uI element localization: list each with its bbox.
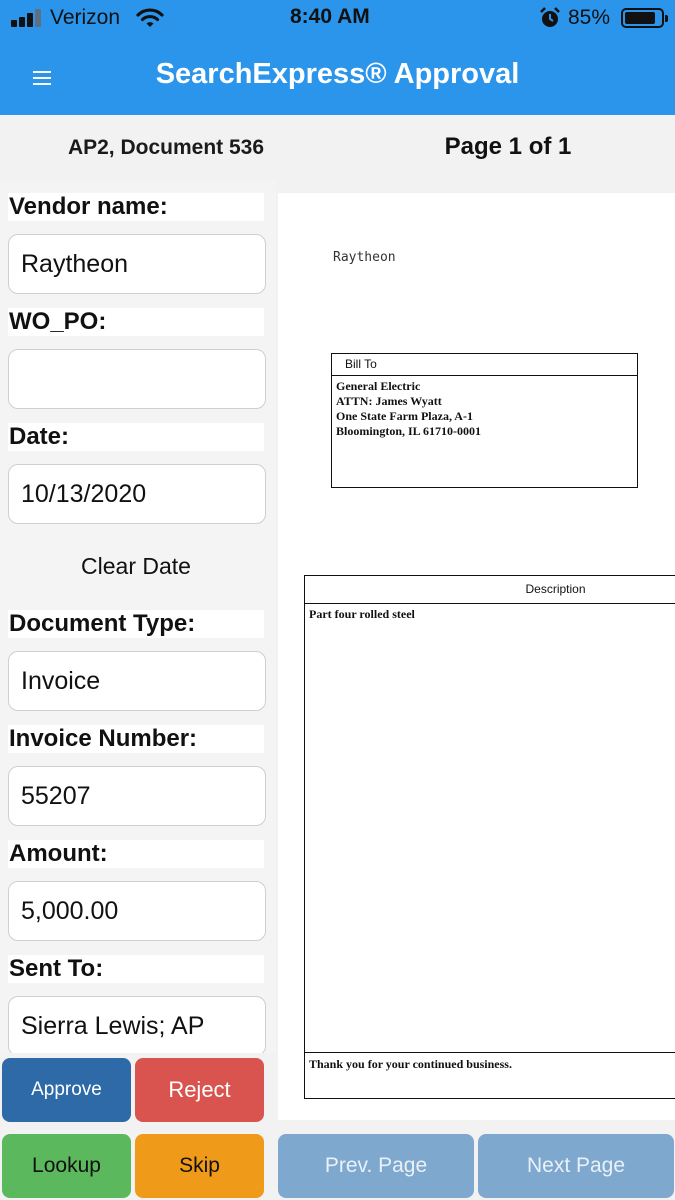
date-input[interactable]: 10/13/2020 (8, 464, 266, 524)
bill-to-line: Bloomington, IL 61710-0001 (336, 424, 482, 438)
bill-to-line: ATTN: James Wyatt (336, 394, 442, 408)
document-footer: Thank you for your continued business. (305, 1052, 675, 1098)
page-indicator: Page 1 of 1 (444, 133, 572, 160)
bill-to-box (331, 353, 638, 488)
reject-button[interactable]: Reject (135, 1058, 264, 1122)
app-title: SearchExpress® Approval (155, 58, 520, 90)
invoice-number-label: Invoice Number: (8, 725, 264, 753)
document-viewer[interactable] (276, 181, 675, 1121)
document-page (278, 193, 675, 1120)
bill-to-line: General Electric (336, 379, 421, 393)
clear-date-button[interactable]: Clear Date (81, 553, 191, 579)
alarm-icon (538, 6, 562, 30)
description-item: Part four rolled steel (309, 607, 415, 621)
lookup-button[interactable]: Lookup (2, 1134, 131, 1198)
amount-input[interactable]: 5,000.00 (8, 881, 266, 941)
wo-po-input[interactable] (8, 349, 266, 409)
signal-icon (11, 9, 43, 27)
clock: 8:40 AM (290, 5, 370, 28)
document-vendor: Raytheon (333, 250, 396, 265)
document-id: AP2, Document 536 (67, 136, 265, 159)
document-type-input[interactable]: Invoice (8, 651, 266, 711)
carrier-name: Verizon (50, 6, 121, 29)
document-type-label: Document Type: (8, 610, 264, 638)
bill-to-header: Bill To (332, 354, 637, 376)
description-header: Description (305, 576, 675, 604)
battery-icon (621, 8, 664, 28)
approve-button[interactable]: Approve (2, 1058, 131, 1122)
wifi-icon (136, 6, 164, 30)
app-header (0, 38, 675, 115)
date-label: Date: (8, 423, 264, 451)
amount-label: Amount: (8, 840, 264, 868)
index-form (0, 181, 276, 1053)
sent-to-input[interactable]: Sierra Lewis; AP (8, 996, 266, 1053)
sent-to-label: Sent To: (8, 955, 264, 983)
prev-page-button[interactable]: Prev. Page (278, 1134, 474, 1198)
skip-button[interactable]: Skip (135, 1134, 264, 1198)
battery-level (625, 12, 655, 24)
next-page-button[interactable]: Next Page (478, 1134, 674, 1198)
battery-percent: 85% (568, 6, 611, 29)
vendor-input[interactable]: Raytheon (8, 234, 266, 294)
vendor-label: Vendor name: (8, 193, 264, 221)
invoice-number-input[interactable]: 55207 (8, 766, 266, 826)
wo-po-label: WO_PO: (8, 308, 264, 336)
bill-to-line: One State Farm Plaza, A-1 (336, 409, 473, 423)
status-bar (0, 0, 675, 38)
document-bar (0, 115, 675, 181)
description-box (304, 575, 675, 1099)
